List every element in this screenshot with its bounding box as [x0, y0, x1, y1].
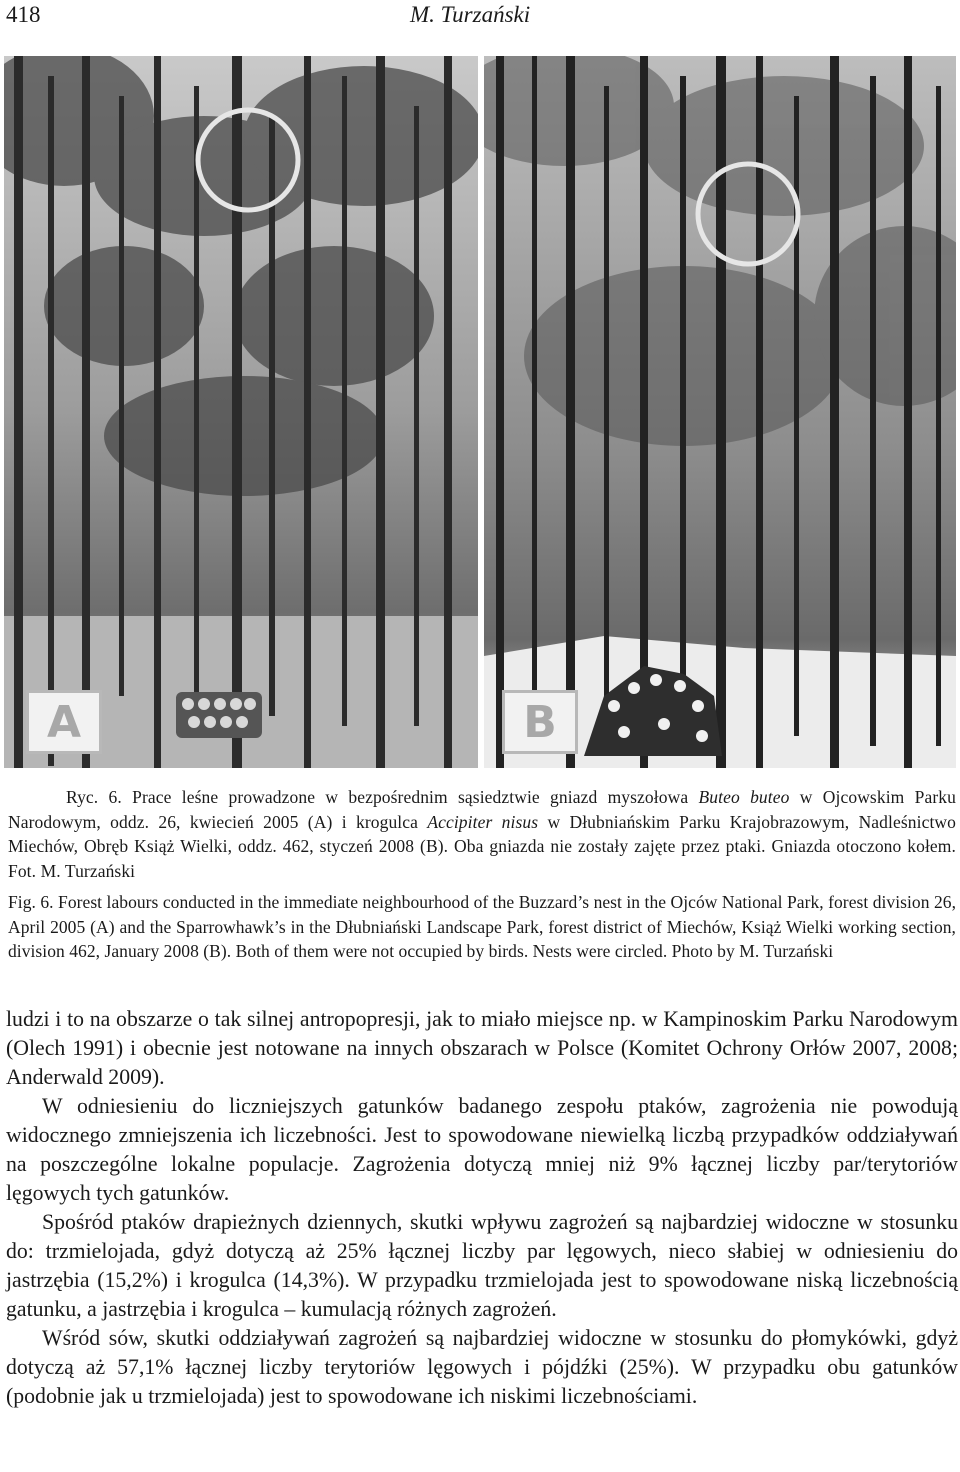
caption-pl-species-2: Accipiter nisus: [427, 811, 539, 832]
body-text: [6, 1005, 958, 1411]
caption-pl-part-1: Ryc. 6. Prace leśne prowadzone w bezpośrednim sąsiedztwie gniazd myszołowa: [66, 787, 699, 807]
body-paragraph: Wśród sów, skutki oddziaływań zagrożeń są najbardziej widoczne w stosunku do płomykówki, gdyż dotyczą aż 57,1% łącznej liczby terytoriów lęgowych i pójdźki (25%). W przypadku obu gatunków (podobnie jak u trzmielojada) jest to spowodowane ich niskimi liczebnościami.: [6, 1326, 958, 1408]
caption-pl-species-1: Buteo buteo: [698, 787, 790, 807]
body-paragraph: ludzi i to na obszarze o tak silnej antropopresji, jak to miało miejsce np. w Kampinoskim Parku Narodowym (Olech 1991) i obecnie jest notowane na innych obszarach w Polsce (Komitet Ochrony Orłów 2007, 2008; Anderwald 2009).: [6, 1007, 958, 1089]
caption-pl-part-2: w Ojcowskim Parku Narodowym, oddz. 26, kwiecień 2005 (A) i krogulca: [8, 787, 956, 832]
forest-photo-a: [4, 56, 478, 768]
page-header: [0, 0, 960, 40]
forest-photo-b: [484, 56, 956, 768]
caption-en-label: Fig. 6.: [8, 892, 54, 912]
body-paragraph: W odniesieniu do liczniejszych gatunków badanego zespołu ptaków, zagrożenia nie powodują widocznego zmniejszenia ich liczebności. Jest to spowodowane niewielką liczbą przypadków oddziaływań na poszczególne lokalne populacje. Zagrożenia dotyczą mniej niż 9% łącznej liczby par/terytoriów lęgowych tych gatunków.: [6, 1094, 958, 1205]
panel-label-b: B: [502, 690, 578, 754]
running-head: M. Turzański: [410, 2, 531, 27]
caption-pl-part-3: w Dłubniańskim Parku Krajobrazowym, Nadleśnictwo Miechów, Obręb Książ Wielki, oddz. 462, styczeń 2008 (B). Oba gniazda nie zostały zajęte przez ptaki. Gniazda otoczono kołem. Fot. M. Turzański: [8, 811, 956, 881]
page-number: 418: [6, 2, 41, 27]
photo-panel-a: [4, 56, 478, 768]
figure-caption-polish: [8, 785, 956, 883]
figure-6: [4, 56, 956, 768]
figure-caption-english: [8, 890, 956, 964]
caption-en-text: Forest labours conducted in the immediate neighbourhood of the Buzzard’s nest in the Ojców National Park, forest division 26, April 2005 (A) and the Sparrowhawk’s in the Dłubniański Landscape Park, forest district of Miechów, Książ Wielki working section, division 462, January 2008 (B). Both of them were not occupied by birds. Nests were circled. Photo by M. Turzański: [8, 892, 956, 961]
panel-label-a: A: [26, 690, 102, 754]
photo-panel-b: [484, 56, 956, 768]
body-paragraph: Spośród ptaków drapieżnych dziennych, skutki wpływu zagrożeń są najbardziej widoczne w stosunku do: trzmielojada, gdyż dotyczą aż 25% łącznej liczby par lęgowych, nieco słabiej w odniesieniu do jastrzębia (15,2%) i krogulca (14,3%). W przypadku trzmielojada jest to spowodowane niską liczebnością gatunku, a jastrzębia i krogulca – kumulacją różnych zagrożeń.: [6, 1210, 958, 1321]
